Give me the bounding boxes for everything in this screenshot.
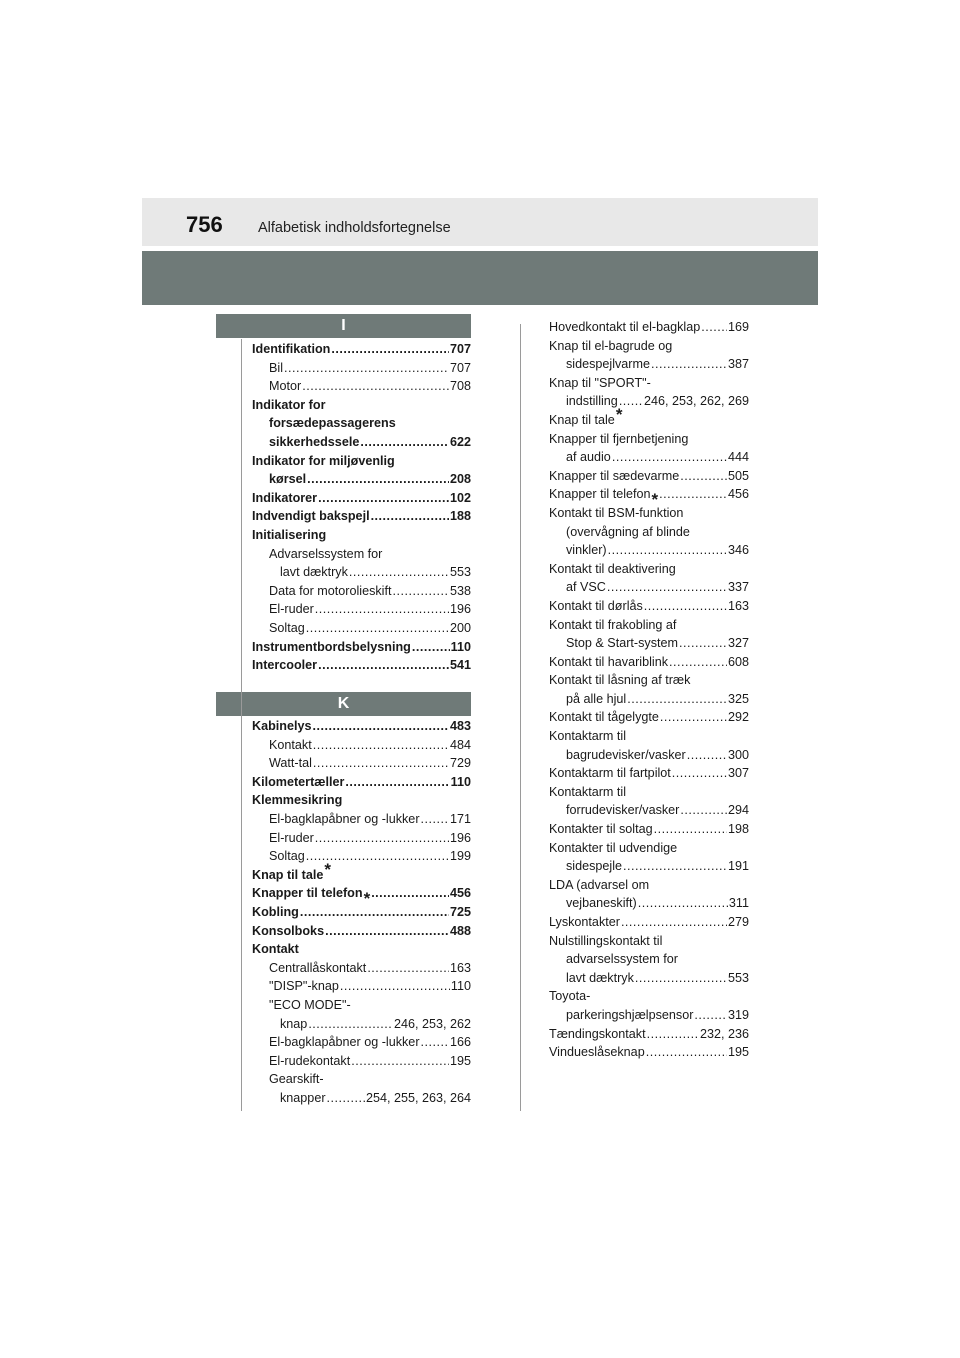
index-entry xyxy=(252,545,471,564)
index-entry xyxy=(549,783,749,802)
index-term: indstilling xyxy=(566,394,618,409)
page-reference: 198 xyxy=(727,822,749,837)
reference-mark: * xyxy=(324,859,331,879)
index-entry xyxy=(549,913,749,932)
index-term: El-ruder xyxy=(269,602,314,617)
index-term: Soltag xyxy=(269,620,305,635)
page-reference: 387 xyxy=(727,357,749,372)
page-reference: 110 xyxy=(450,774,471,789)
dot-leader xyxy=(306,619,449,638)
page-reference: 163 xyxy=(727,598,749,613)
page-reference: 553 xyxy=(449,565,471,580)
index-term: Kontaktarm til xyxy=(549,784,626,799)
dot-leader xyxy=(325,922,449,941)
index-term: "DISP"-knap xyxy=(269,979,339,994)
index-entry xyxy=(549,950,749,969)
index-list-column-2 xyxy=(549,318,749,1062)
index-term: Indvendigt bakspejl xyxy=(252,509,370,524)
dot-leader xyxy=(621,913,727,932)
page-reference: 327 xyxy=(727,636,749,651)
page-reference: 102 xyxy=(449,490,471,505)
dot-leader xyxy=(651,355,727,374)
index-term: El-ruder xyxy=(269,830,314,845)
index-entry xyxy=(252,977,471,996)
index-entry xyxy=(252,1015,471,1034)
index-entry xyxy=(252,996,471,1015)
index-term: Intercooler xyxy=(252,658,318,673)
page-reference: 246, 253, 262, 269 xyxy=(643,394,749,409)
index-term: Kontakt til BSM-funktion xyxy=(549,505,684,520)
index-term: El-rudekontakt xyxy=(269,1053,351,1068)
dot-leader xyxy=(308,1015,393,1034)
dot-leader xyxy=(367,959,449,978)
dot-leader xyxy=(680,467,727,486)
page-reference: 195 xyxy=(727,1045,749,1060)
dot-leader xyxy=(644,597,727,616)
index-term: Kilometertæller xyxy=(252,774,345,789)
index-term: Kobling xyxy=(252,904,299,919)
index-entry xyxy=(252,940,471,959)
index-entry: Knapper til telefon * ..... 456 xyxy=(252,884,471,903)
dot-leader xyxy=(421,810,449,829)
page-reference: 325 xyxy=(727,691,749,706)
index-entry xyxy=(252,433,471,452)
index-term: sidespejlvarme xyxy=(566,357,650,372)
dot-leader xyxy=(672,764,727,783)
dot-leader xyxy=(302,377,449,396)
dot-leader xyxy=(340,977,450,996)
index-entry xyxy=(549,448,749,467)
index-entry xyxy=(252,1089,471,1108)
index-term: Knapper til telefon xyxy=(252,886,363,901)
dot-leader xyxy=(412,638,450,657)
index-term: parkeringshjælpsensor xyxy=(566,1007,694,1022)
index-entry xyxy=(252,736,471,755)
index-term: Lyskontakter xyxy=(549,915,620,929)
index-entry xyxy=(549,932,749,951)
index-entry xyxy=(549,876,749,895)
index-entry xyxy=(549,1043,749,1062)
index-entry xyxy=(252,656,471,675)
index-entry xyxy=(252,791,471,810)
index-list-i xyxy=(252,340,471,675)
dot-leader xyxy=(284,359,449,378)
index-term: af audio xyxy=(566,450,611,465)
dot-leader xyxy=(351,1052,449,1071)
dot-leader xyxy=(315,829,449,848)
dot-leader xyxy=(345,773,449,792)
index-term: Initialisering xyxy=(252,527,327,542)
index-term: knap xyxy=(280,1016,308,1031)
index-entry xyxy=(252,507,471,526)
section-header-k: K xyxy=(216,692,471,716)
index-term: Kontakt til frakobling af xyxy=(549,617,677,632)
index-entry xyxy=(549,523,749,542)
page-reference: 166 xyxy=(449,1035,471,1050)
index-entry xyxy=(549,467,749,486)
index-entry xyxy=(252,582,471,601)
page-reference: 171 xyxy=(449,811,471,826)
index-entry xyxy=(549,392,749,411)
page-reference: 292 xyxy=(727,710,749,725)
index-entry xyxy=(252,340,471,359)
index-term: Motor xyxy=(269,379,302,394)
section-header-i: I xyxy=(216,314,471,338)
left-column-rule xyxy=(241,339,242,1111)
page-reference: 541 xyxy=(449,658,471,673)
index-term: forsædepassagerens xyxy=(269,416,396,431)
index-term: Kabinelys xyxy=(252,719,312,733)
index-list-k xyxy=(252,717,471,1107)
page-reference: 307 xyxy=(727,766,749,781)
index-entry xyxy=(549,746,749,765)
index-term: Bil xyxy=(269,360,283,375)
page-reference: 553 xyxy=(727,970,749,985)
page-reference: 337 xyxy=(727,580,749,595)
index-term: Knap til tale xyxy=(252,867,324,882)
middle-column-rule xyxy=(520,324,521,1111)
dot-leader xyxy=(421,1033,449,1052)
index-entry xyxy=(549,690,749,709)
page-reference: 707 xyxy=(449,360,471,375)
index-entry xyxy=(549,1006,749,1025)
page-reference: 311 xyxy=(728,896,749,911)
index-entry xyxy=(549,708,749,727)
page-reference: 246, 253, 262 xyxy=(393,1016,471,1031)
index-entry xyxy=(549,337,749,356)
dot-leader xyxy=(701,318,727,337)
page-reference: 110 xyxy=(450,639,471,654)
index-entry xyxy=(549,764,749,783)
index-entry xyxy=(549,727,749,746)
index-term: sikkerhedssele xyxy=(269,434,360,449)
page-reference: 505 xyxy=(727,468,749,483)
index-term: Tændingskontakt xyxy=(549,1026,646,1041)
index-entry xyxy=(252,470,471,489)
index-term: bagrudevisker/vasker xyxy=(566,747,686,762)
index-term: Kontakt til deaktivering xyxy=(549,561,676,576)
dot-leader xyxy=(313,736,449,755)
index-entry xyxy=(549,541,749,560)
dot-leader xyxy=(315,600,449,619)
index-entry xyxy=(252,526,471,545)
index-entry: Knapper til telefon * ..... 456 xyxy=(549,485,749,504)
index-entry xyxy=(252,638,471,657)
dot-leader xyxy=(608,541,727,560)
index-term: Data for motorolieskift xyxy=(269,583,392,598)
page-reference: 294 xyxy=(727,803,749,818)
dot-leader xyxy=(638,894,728,913)
index-entry xyxy=(549,578,749,597)
index-entry xyxy=(252,829,471,848)
index-term: Knap til "SPORT"- xyxy=(549,375,651,390)
dot-leader xyxy=(647,1025,699,1044)
index-entry xyxy=(549,894,749,913)
index-entry xyxy=(549,671,749,690)
index-term: lavt dæktryk xyxy=(566,970,634,985)
page-reference: 195 xyxy=(449,1053,471,1068)
index-term: Kontakt til låsning af træk xyxy=(549,673,691,688)
index-entry xyxy=(549,857,749,876)
index-term: Knapper til sædevarme xyxy=(549,468,680,483)
index-entry xyxy=(549,404,749,430)
dot-leader xyxy=(313,754,449,773)
index-term: Indikator for xyxy=(252,397,326,412)
index-term: lavt dæktryk xyxy=(280,565,348,580)
index-entry xyxy=(252,773,471,792)
page-reference: 729 xyxy=(449,756,471,771)
index-entry xyxy=(252,754,471,773)
index-term: kørsel xyxy=(269,472,307,487)
page-reference: 163 xyxy=(449,960,471,975)
page-reference: 708 xyxy=(449,379,471,394)
page-reference: 346 xyxy=(727,543,749,558)
index-entry xyxy=(252,847,471,866)
index-term: Gearskift- xyxy=(269,1072,324,1087)
page-reference: 725 xyxy=(449,904,471,919)
dot-leader xyxy=(627,690,727,709)
page-reference: 200 xyxy=(449,620,471,635)
index-entry xyxy=(252,903,471,922)
dot-leader xyxy=(687,746,727,765)
index-term: Knapper til fjernbetjening xyxy=(549,431,689,446)
index-entry xyxy=(252,563,471,582)
index-entry xyxy=(549,560,749,579)
index-term: Knapper til telefon xyxy=(549,487,651,502)
dot-leader xyxy=(635,969,727,988)
index-term: Kontakt xyxy=(269,737,312,752)
index-entry xyxy=(549,634,749,653)
page-reference: 444 xyxy=(727,450,749,465)
index-term: "ECO MODE"- xyxy=(269,997,351,1012)
index-term: advarselssystem for xyxy=(566,952,678,967)
page-reference: 300 xyxy=(727,747,749,762)
page-reference: 208 xyxy=(449,472,471,487)
dot-leader xyxy=(327,1089,365,1108)
page-reference: 232, 236 xyxy=(699,1026,749,1041)
index-entry xyxy=(252,1033,471,1052)
dot-leader xyxy=(349,563,449,582)
header-band xyxy=(142,251,818,305)
index-term: Hovedkontakt til el-bagklap xyxy=(549,320,701,334)
page-reference: 319 xyxy=(727,1007,749,1022)
index-term: Stop & Start-system xyxy=(566,636,678,651)
index-entry xyxy=(252,396,471,415)
index-term: vejbaneskift) xyxy=(566,896,637,911)
index-term: Vindueslåseknap xyxy=(549,1045,645,1060)
index-entry xyxy=(252,619,471,638)
dot-leader xyxy=(646,1043,727,1062)
index-term: Indikatorer xyxy=(252,490,318,505)
dot-leader xyxy=(679,634,727,653)
index-term: Kontakt til havariblink xyxy=(549,654,669,669)
index-term: Knap til el-bagrude og xyxy=(549,338,673,353)
dot-leader xyxy=(318,489,449,508)
index-entry xyxy=(549,820,749,839)
index-term: Toyota- xyxy=(549,989,591,1004)
page-reference: 191 xyxy=(727,859,749,874)
index-entry xyxy=(549,374,749,393)
index-entry xyxy=(549,653,749,672)
index-entry xyxy=(549,987,749,1006)
page-reference: 199 xyxy=(449,849,471,864)
index-term: Indikator for miljøvenlig xyxy=(252,453,395,468)
index-entry xyxy=(252,922,471,941)
dot-leader xyxy=(669,653,727,672)
page-reference: 488 xyxy=(449,923,471,938)
index-term: Advarselssystem for xyxy=(269,546,383,561)
page-reference: 538 xyxy=(449,583,471,598)
index-entry xyxy=(252,452,471,471)
page-reference: 456 xyxy=(727,487,749,502)
page-reference: 483 xyxy=(449,719,471,733)
reference-mark: * xyxy=(615,404,623,424)
index-entry xyxy=(549,969,749,988)
index-term: (overvågning af blinde xyxy=(566,524,690,539)
page-reference: 456 xyxy=(449,886,471,901)
page-number: 756 xyxy=(186,212,223,237)
dot-leader xyxy=(300,903,449,922)
index-entry xyxy=(252,717,471,736)
dot-leader xyxy=(371,507,449,526)
index-term: Kontakter til soltag xyxy=(549,822,653,837)
index-entry xyxy=(252,489,471,508)
index-entry xyxy=(549,430,749,449)
index-term: forrudevisker/vasker xyxy=(566,803,680,818)
index-term: Kontakt til tågelygte xyxy=(549,710,659,725)
dot-leader xyxy=(331,340,449,359)
index-term: Centrallåskontakt xyxy=(269,960,367,975)
index-term: Kontaktarm til fartpilot xyxy=(549,766,671,781)
index-term: Instrumentbordsbelysning xyxy=(252,639,411,654)
index-entry xyxy=(549,355,749,374)
index-entry xyxy=(549,801,749,820)
index-term: El-bagklapåbner og -lukker xyxy=(269,811,420,826)
index-term: LDA (advarsel om xyxy=(549,877,650,892)
index-term: Kontakt xyxy=(252,942,299,957)
header-strip xyxy=(142,198,818,246)
index-term: Nulstillingskontakt til xyxy=(549,933,663,948)
page-reference: 484 xyxy=(449,737,471,752)
dot-leader xyxy=(654,820,727,839)
index-term: af VSC xyxy=(566,580,606,595)
index-term: vinkler) xyxy=(566,543,607,558)
index-term: Knap til tale xyxy=(549,412,615,427)
page-reference: 707 xyxy=(449,342,471,356)
index-entry xyxy=(549,1025,749,1044)
index-entry xyxy=(252,859,471,885)
dot-leader xyxy=(680,801,727,820)
index-term: sidespejle xyxy=(566,859,623,874)
index-term: El-bagklapåbner og -lukker xyxy=(269,1035,420,1050)
index-term: Identifikation xyxy=(252,342,331,356)
index-entry xyxy=(549,616,749,635)
index-term: Watt-tal xyxy=(269,756,312,771)
index-entry xyxy=(252,377,471,396)
page-reference: 169 xyxy=(727,320,749,334)
index-term: Soltag xyxy=(269,849,305,864)
dot-leader xyxy=(318,656,449,675)
index-entry xyxy=(549,504,749,523)
page-reference: 110 xyxy=(450,979,471,994)
index-entry xyxy=(252,359,471,378)
dot-leader xyxy=(371,884,449,903)
index-term: på alle hjul xyxy=(566,691,627,706)
index-entry xyxy=(252,600,471,619)
index-term: Kontakter til udvendige xyxy=(549,840,678,855)
dot-leader xyxy=(313,717,449,736)
index-entry xyxy=(549,318,749,337)
index-term: knapper xyxy=(280,1090,326,1105)
dot-leader xyxy=(619,392,643,411)
page-reference: 196 xyxy=(449,602,471,617)
index-entry xyxy=(252,1052,471,1071)
dot-leader xyxy=(607,578,727,597)
page-reference: 254, 255, 263, 264 xyxy=(365,1090,471,1105)
page-reference: 608 xyxy=(727,654,749,669)
index-term: Kontakt til dørlås xyxy=(549,598,643,613)
dot-leader xyxy=(360,433,449,452)
index-entry xyxy=(549,597,749,616)
index-term: Klemmesikring xyxy=(252,793,343,808)
dot-leader xyxy=(307,470,449,489)
dot-leader xyxy=(623,857,727,876)
index-entry xyxy=(549,839,749,858)
dot-leader xyxy=(659,485,727,504)
dot-leader xyxy=(694,1006,727,1025)
index-term: Kontaktarm til xyxy=(549,729,626,744)
page-reference: 196 xyxy=(449,830,471,845)
index-entry xyxy=(252,810,471,829)
index-entry xyxy=(252,414,471,433)
index-term: Konsolboks xyxy=(252,923,325,938)
dot-leader xyxy=(612,448,727,467)
index-entry xyxy=(252,1070,471,1089)
dot-leader xyxy=(392,582,449,601)
page-reference: 188 xyxy=(449,509,471,524)
page-title: Alfabetisk indholdsfortegnelse xyxy=(258,220,451,236)
page-reference: 622 xyxy=(449,434,471,449)
page-reference: 279 xyxy=(727,915,749,929)
dot-leader xyxy=(660,708,727,727)
index-entry xyxy=(252,959,471,978)
